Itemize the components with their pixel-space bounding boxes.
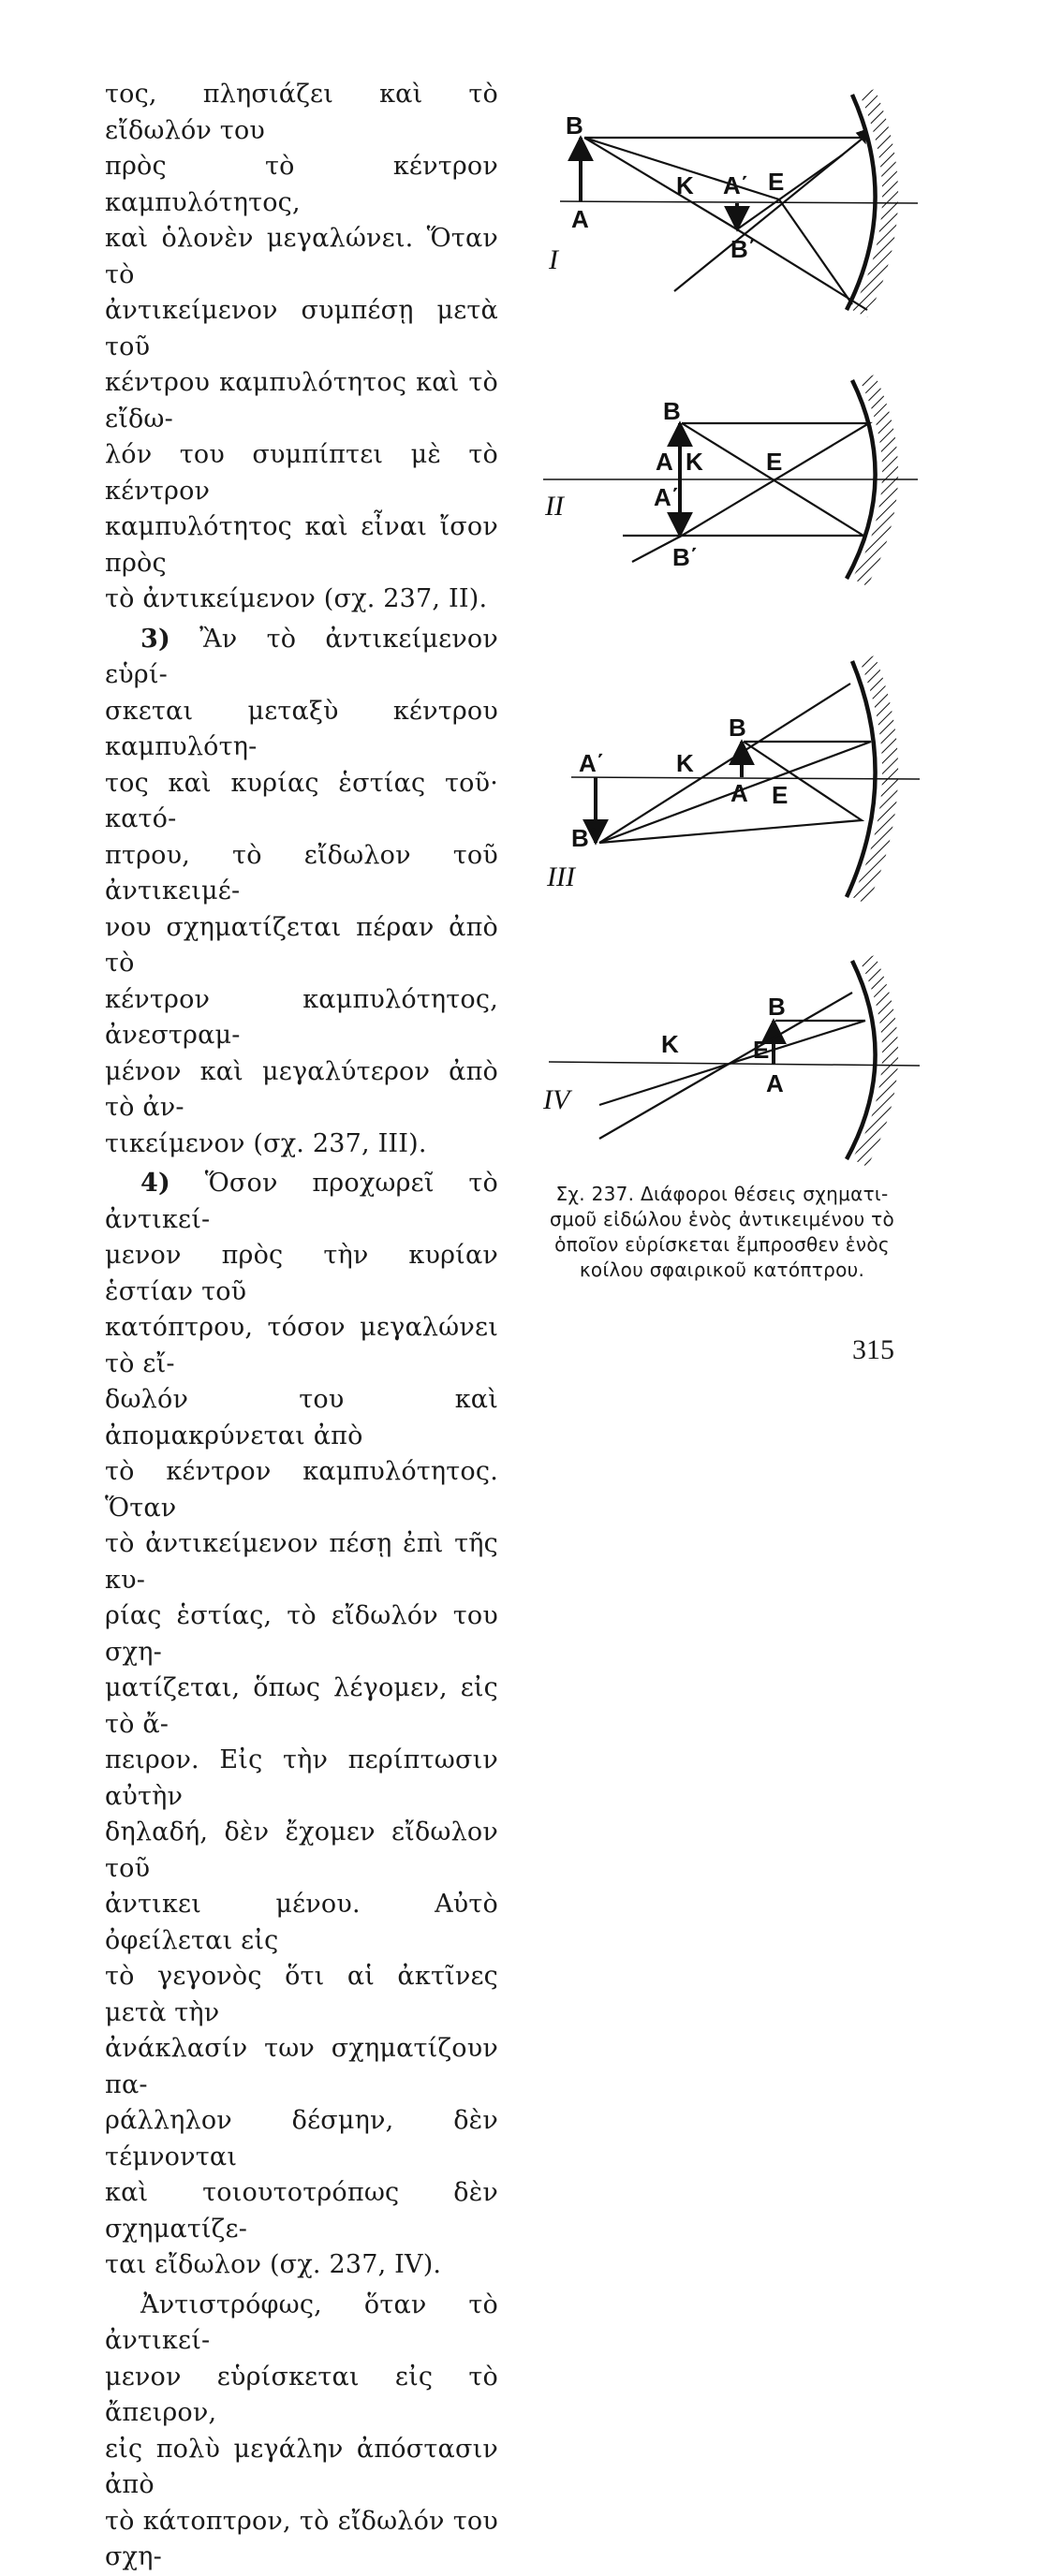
body-text [105,77,498,2576]
page-number: 315 [852,1334,894,1365]
figure-i [534,89,927,323]
label-A-prime: A΄ [579,749,605,777]
figure-ii [534,375,927,590]
label-A-prime: A΄ [723,171,749,199]
figure-caption: Σχ. 237. Διάφοροι θέσεις σχηματι- σμοῦ εἰδώλου ἑνὸς ἀντικειμένου τὸ ὁποῖον εὑρίσκεται ἔμπροσθεν ἑνὸς κοίλου σφαιρικοῦ κατόπτρου. [549,1183,895,1281]
item-number: 3) [140,624,170,654]
label-E: E [753,1036,770,1064]
label-K: K [676,749,694,777]
label-A: A [730,779,748,807]
label-E: E [766,448,783,476]
figure-iii [534,655,927,908]
label-K: K [686,448,703,476]
figure-numeral: III [547,861,575,892]
label-B-prime: B΄ [730,235,757,263]
label-K: K [676,171,694,199]
figure-iv-diagram [534,955,927,1170]
label-A: A [766,1069,784,1097]
paragraph-1: τος, πλησιάζει καὶ τὸ εἴδωλόν του πρὸς τὸ κέντρον καμπυλότητος, καὶ ὁλονὲν μεγαλώνει. Ὅταν τὸ ἀντικείμενον συμπέσῃ μετὰ τοῦ κέντρου καμπυλότητος καὶ τὸ εἴδω- λόν του συμπίπτει μὲ τὸ κέντρον καμπυλότητος καὶ εἶναι ἴσον πρὸς τὸ ἀντικείμενον (σχ. 237, II). [105,80,498,613]
label-B: B [768,993,786,1021]
figure-numeral: IV [543,1084,570,1115]
paragraph-2: 3) Ἂν τὸ ἀντικείμενον εὑρί- σκεται μεταξὺ κέντρου καμπυλότη- τος καὶ κυρίας ἑστίας τοῦ· κατό- πτρου, τὸ εἴδωλον τοῦ ἀντικειμέ- νου σχηματίζεται πέραν ἀπὸ τὸ κέντρον καμπυλότητος, ἀνεστραμ- μένον καὶ μεγαλύτερον ἀπὸ τὸ ἀν- τικείμενον (σχ. 237, III). [105,624,498,1158]
paragraph-4: Ἀντιστρόφως, ὅταν τὸ ἀντικεί- μενον εὑρίσκεται εἰς τὸ ἄπειρον, εἰς πολὺ μεγάλην ἀπόστασιν ἀπὸ τὸ κάτοπτρον, τὸ εἴδωλόν του σχη- [105,2289,498,2571]
figure-ii-diagram [534,375,927,590]
label-B-prime: B΄ [672,543,699,571]
ray-reflect-2 [599,993,852,1139]
ray-center [584,138,867,310]
label-A: A [571,205,589,233]
label-K: K [661,1030,679,1058]
figure-iii-diagram [534,655,927,908]
label-B-prime: B΄ [571,824,597,852]
principal-axis [560,201,918,203]
label-A: A [656,448,673,476]
figure-numeral: I [549,244,558,275]
label-A-prime: A΄ [654,483,680,511]
label-E: E [768,168,785,196]
ray-parallel [584,138,863,291]
figure-numeral: II [545,491,564,522]
paragraph-3: 4) Ὅσον προχωρεῖ τὸ ἀντικεί- μενον πρὸς τὴν κυρίαν ἑστίαν τοῦ κατόπτρου, τόσον μεγαλώνει τὸ εἴ- δωλόν του καὶ ἀπομακρύνεται ἀπὸ τὸ κέντρον καμπυλότητος. Ὅταν τὸ ἀντικείμενον πέσῃ ἐπὶ τῆς κυ- ρίας ἑστίας, τὸ εἴδωλόν του σχη- ματίζεται, ὅπως λέγομεν, εἰς τὸ ἄ- πειρον. Εἰς τὴν περίπτωσιν αὐτὴν δηλαδή, δὲν ἔχομεν εἴδωλον τοῦ ἀντικει μένου. Αὐτὸ ὀφείλεται εἰς τὸ γεγονὸς ὅτι αἱ ἀκτῖνες μετὰ τὴν ἀνάκλασίν των σχηματίζουν πα- ράλληλον δέσμην, δὲν τέμνονται καὶ τοιουτοτρόπως δὲν σχηματίζε- ται εἴδωλον (σχ. 237, IV). [105,1169,498,2279]
figure-i-diagram [534,89,927,323]
label-B: B [729,714,746,742]
label-B: B [566,111,583,140]
label-E: E [772,781,789,809]
item-number: 4) [140,1169,170,1198]
label-B: B [663,397,681,425]
figure-iv [534,955,927,1170]
